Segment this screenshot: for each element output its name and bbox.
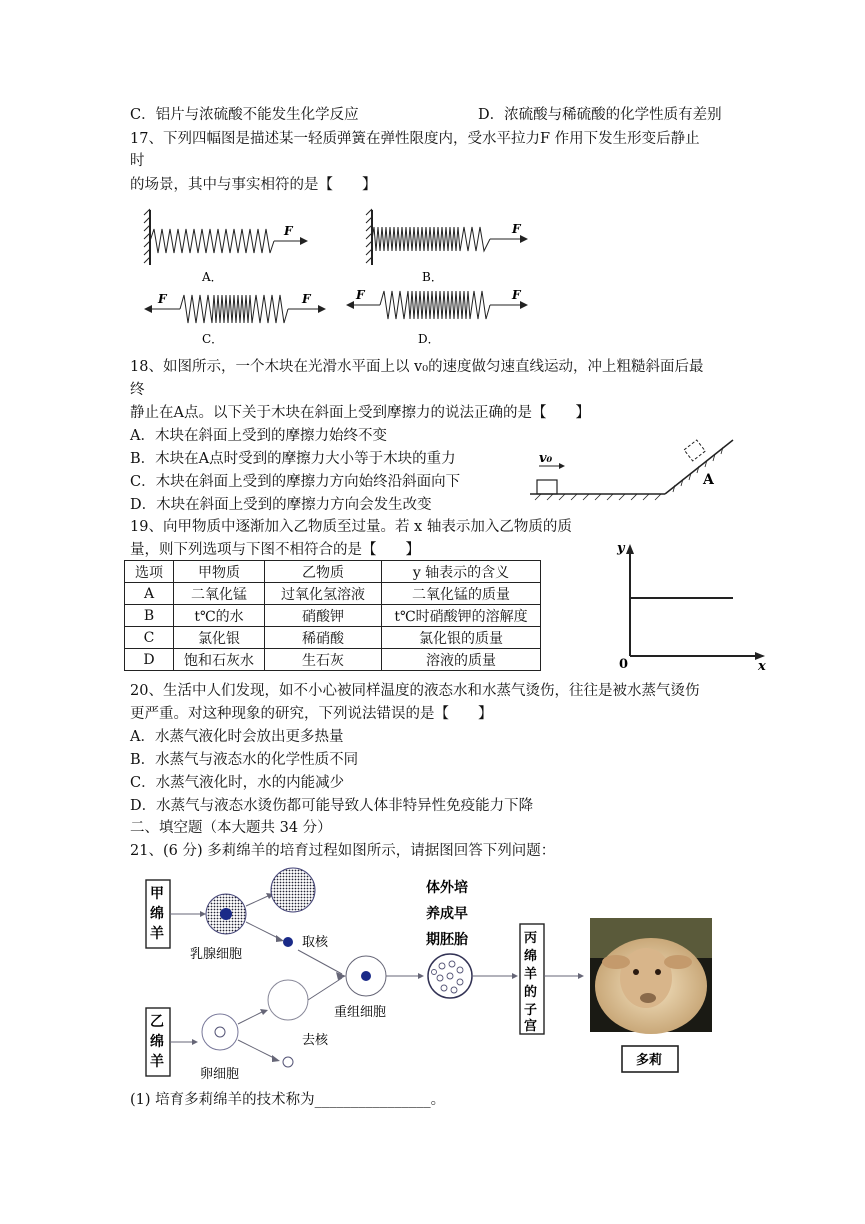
nucleus (283, 937, 293, 947)
table-cell: 氯化银的质量 (382, 627, 541, 649)
table-cell: B (125, 605, 174, 627)
q21-stem: 21、(6 分) 多莉绵羊的培育过程如图所示，请据图回答下列问题： (130, 843, 556, 859)
v0-label: v₀ (539, 451, 553, 466)
q19-table (124, 560, 541, 671)
block (537, 480, 557, 494)
table-cell: t℃时硝酸钾的溶解度 (382, 605, 541, 627)
label-a: A． (202, 270, 223, 284)
table-cell: 氯化银 (174, 627, 265, 649)
table-cell: t℃的水 (174, 605, 265, 627)
q20-option-d: D．水蒸气与液态水烫伤都可能导致人体非特异性免疫能力下降 (130, 798, 534, 814)
svg-text:绵: 绵 (524, 949, 538, 964)
a-label: A (703, 472, 714, 488)
block-at-a (684, 440, 705, 461)
egg-label: 卵细胞 (200, 1067, 240, 1082)
dolly-label: 多莉 (636, 1053, 663, 1068)
spring-figure-b (366, 209, 528, 284)
q19-stem-line2: 量，则下列选项与下图不相符合的是【 】 (130, 542, 420, 558)
y-axis-label: y (617, 541, 625, 556)
label-c: C． (202, 332, 224, 346)
x-axis-label: x (758, 659, 766, 674)
q18-stem-line2: 终 (130, 382, 145, 398)
dolly-photo (590, 918, 712, 1034)
table-header: 选项 (125, 561, 174, 583)
q18-option-d: D．木块在斜面上受到的摩擦力方向会发生改变 (130, 497, 432, 513)
q16-option-c: C．铝片与浓硫酸不能发生化学反应 (130, 107, 359, 123)
q17-stem-line3: 的场景，其中与事实相符的是【 】 (130, 177, 377, 193)
svg-text:丙: 丙 (524, 931, 538, 946)
incline-figure (525, 436, 740, 506)
spring-figure-d (346, 288, 528, 346)
svg-text:羊: 羊 (150, 1054, 164, 1070)
svg-text:羊: 羊 (524, 967, 538, 982)
force-label-b: F (512, 222, 521, 236)
mammary-label: 乳腺细胞 (190, 947, 243, 962)
dolly-diagram (138, 866, 728, 1092)
table-cell: 饱和石灰水 (174, 649, 265, 671)
table-header: 乙物质 (265, 561, 382, 583)
table-header: y 轴表示的含义 (382, 561, 541, 583)
svg-text:体外培: 体外培 (426, 880, 468, 896)
force-label-c-right: F (302, 292, 311, 306)
svg-text:乙: 乙 (150, 1014, 164, 1030)
q20-stem-line2: 更严重。对这种现象的研究，下列说法错误的是【 】 (130, 706, 493, 722)
q21-subquestion-1: (1) 培育多莉绵羊的技术称为________________。 (130, 1092, 446, 1108)
svg-text:绵: 绵 (150, 1034, 164, 1050)
svg-text:期胚胎: 期胚胎 (426, 932, 468, 948)
q18-stem-line1: 18、如图所示，一个木块在光滑水平面上以 v₀的速度做匀速直线运动，冲上粗糙斜面后最 (130, 359, 704, 375)
svg-text:羊: 羊 (150, 926, 164, 942)
spring-figure-a (144, 209, 308, 284)
section-title: 二、填空题（本大题共 34 分） (130, 820, 332, 836)
table-cell: A (125, 583, 174, 605)
table-cell: 稀硝酸 (265, 627, 382, 649)
take-nucleus-label: 取核 (302, 935, 329, 950)
spring-figures (140, 205, 540, 350)
table-cell: C (125, 627, 174, 649)
enucleated-egg (268, 980, 308, 1020)
label-d: D． (418, 332, 440, 346)
mammary-remnant (271, 868, 315, 912)
table-header: 甲物质 (174, 561, 265, 583)
table-cell: 二氧化锰 (174, 583, 265, 605)
q18-option-a: A．木块在斜面上受到的摩擦力始终不变 (130, 428, 387, 444)
q18-stem-line3: 静止在A点。以下关于木块在斜面上受到摩擦力的说法正确的是【 】 (130, 405, 590, 421)
svg-text:的: 的 (524, 985, 538, 1000)
q18-option-b: B．木块在A点时受到的摩擦力大小等于木块的重力 (130, 451, 456, 467)
table-cell: 过氧化氢溶液 (265, 583, 382, 605)
svg-text:宫: 宫 (524, 1019, 538, 1034)
remove-nucleus-label: 去核 (302, 1033, 329, 1048)
force-label-d-left: F (356, 288, 365, 302)
table-cell: 溶液的质量 (382, 649, 541, 671)
q19-stem-line1: 19、向甲物质中逐渐加入乙物质至过量。若 x 轴表示加入乙物质的质 (130, 519, 572, 535)
table-row (125, 627, 541, 649)
force-label-c-left: F (158, 292, 167, 306)
table-cell: 生石灰 (265, 649, 382, 671)
svg-text:甲: 甲 (150, 886, 164, 902)
table-row (125, 605, 541, 627)
recombined-label: 重组细胞 (334, 1005, 387, 1020)
q20-option-a: A．水蒸气液化时会放出更多热量 (130, 729, 344, 745)
spring-figure-c (144, 292, 326, 346)
force-label-a: F (284, 224, 293, 238)
q20-option-b: B．水蒸气与液态水的化学性质不同 (130, 752, 359, 768)
q20-option-c: C．水蒸气液化时，水的内能减少 (130, 775, 345, 791)
svg-text:绵: 绵 (150, 906, 164, 922)
q20-stem-line1: 20、生活中人们发现，如不小心被同样温度的液态水和水蒸气烫伤，往往是被水蒸气烫伤 (130, 683, 700, 699)
table-cell: D (125, 649, 174, 671)
table-cell: 硝酸钾 (265, 605, 382, 627)
q17-stem-line2: 时 (130, 153, 145, 169)
q17-stem-line1: 17、下列四幅图是描述某一轻质弹簧在弹性限度内，受水平拉力F 作用下发生形变后静止 (130, 131, 700, 147)
svg-text:养成早: 养成早 (426, 906, 468, 922)
svg-text:子: 子 (524, 1003, 538, 1018)
table-row (125, 583, 541, 605)
removed-nucleus (283, 1057, 293, 1067)
label-b: B． (422, 270, 443, 284)
q18-option-c: C．木块在斜面上受到的摩擦力方向始终沿斜面向下 (130, 474, 461, 490)
q16-option-d: D．浓硫酸与稀硫酸的化学性质有差别 (478, 107, 722, 123)
table-row (125, 649, 541, 671)
origin-label: 0 (619, 657, 629, 672)
table-cell: 二氧化锰的质量 (382, 583, 541, 605)
force-label-d-right: F (512, 288, 521, 302)
table-header-row (125, 561, 541, 583)
q19-graph (605, 538, 775, 674)
embryo (428, 954, 472, 998)
